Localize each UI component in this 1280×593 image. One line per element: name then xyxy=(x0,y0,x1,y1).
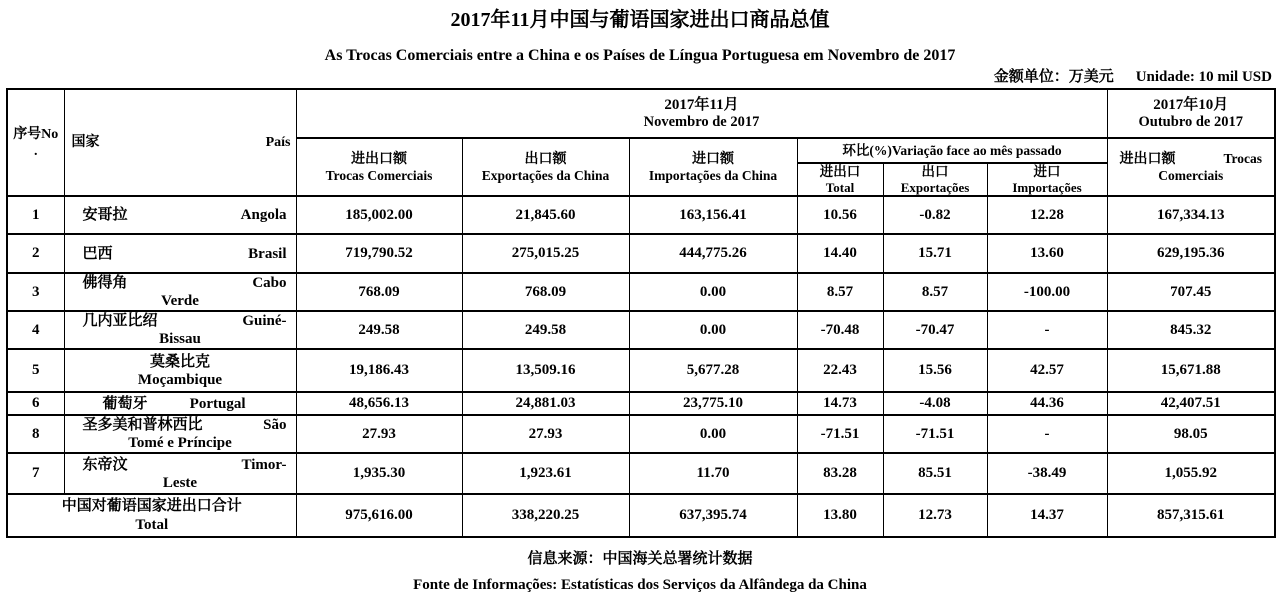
imports-value: 163,156.41 xyxy=(629,196,797,234)
mom-exports-value: -0.82 xyxy=(883,196,987,234)
trade-value: 768.09 xyxy=(296,273,462,311)
country-cell xyxy=(64,273,296,311)
total-label xyxy=(7,494,296,537)
country-name-zh: 佛得角 xyxy=(82,275,128,291)
mom-imports-value: 13.60 xyxy=(987,234,1107,273)
row-no: 4 xyxy=(7,311,64,349)
total-oct-trade-value: 857,315.61 xyxy=(1107,494,1275,537)
mom-imports-value: - xyxy=(987,311,1107,349)
mom-imports-value: 12.28 xyxy=(987,196,1107,234)
row-no: 7 xyxy=(7,453,64,494)
exports-value: 768.09 xyxy=(462,273,629,311)
unit-label-pt: Unidade: 10 mil USD xyxy=(1135,69,1272,85)
mom-exports-value: 15.71 xyxy=(883,234,987,273)
header-mom-imports xyxy=(987,163,1107,196)
header-no-line2: . xyxy=(34,143,38,159)
total-imports-value: 637,395.74 xyxy=(629,494,797,537)
header-mom-total-zh: 进出口 xyxy=(819,164,861,179)
header-mom-total xyxy=(797,163,883,196)
header-oct-trade-zh: 进出口额 xyxy=(1119,151,1176,167)
table-row xyxy=(7,415,1275,453)
country-name-zh: 莫桑比克 xyxy=(149,353,210,370)
table-row xyxy=(7,349,1275,392)
header-mom-group-label: 环比(%)Variação face ao mês passado xyxy=(842,142,1062,158)
row-no: 2 xyxy=(7,234,64,273)
header-no-line1: 序号No xyxy=(13,126,59,142)
exports-value: 24,881.03 xyxy=(462,392,629,415)
row-no: 1 xyxy=(7,196,64,234)
imports-value: 11.70 xyxy=(629,453,797,494)
header-imports-zh: 进口额 xyxy=(692,151,734,167)
total-exports-value: 338,220.25 xyxy=(462,494,629,537)
country-name-pt: Portugal xyxy=(189,395,246,412)
exports-value: 1,923.61 xyxy=(462,453,629,494)
row-no: 3 xyxy=(7,273,64,311)
total-label-pt: Total xyxy=(135,516,169,533)
imports-value: 0.00 xyxy=(629,415,797,453)
country-cell xyxy=(64,311,296,349)
country-name-pt2: Leste xyxy=(162,474,198,491)
mom-trade-value: 22.43 xyxy=(797,349,883,392)
country-cell xyxy=(64,234,296,273)
header-exports-pt: Exportações da China xyxy=(481,167,610,183)
mom-trade-value: -71.51 xyxy=(797,415,883,453)
country-name-zh: 安哥拉 xyxy=(82,207,128,223)
total-row xyxy=(7,494,1275,537)
country-name-zh: 东帝汶 xyxy=(82,456,128,473)
oct-trade-value: 167,334.13 xyxy=(1107,196,1275,234)
country-name-pt: São xyxy=(263,417,287,433)
country-name-zh: 葡萄牙 xyxy=(102,395,148,412)
header-mom-exports-pt: Exportações xyxy=(900,180,970,195)
header-oct-trade-pt2: Comerciais xyxy=(1158,167,1224,183)
mom-trade-value: 83.28 xyxy=(797,453,883,494)
page-title-pt: As Trocas Comerciais entre a China e os Países de Língua Portuguesa em Novembro de 2017 xyxy=(324,47,956,64)
mom-imports-value: -100.00 xyxy=(987,273,1107,311)
total-mom-imports-value: 14.37 xyxy=(987,494,1107,537)
mom-imports-value: - xyxy=(987,415,1107,453)
header-mom-group xyxy=(797,138,1107,163)
header-trade-total xyxy=(296,138,462,196)
table-row xyxy=(7,234,1275,273)
trade-value: 1,935.30 xyxy=(296,453,462,494)
country-name-zh: 几内亚比绍 xyxy=(82,313,158,329)
mom-trade-value: 8.57 xyxy=(797,273,883,311)
header-mom-total-pt: Total xyxy=(825,180,855,195)
header-country xyxy=(64,89,296,196)
imports-value: 0.00 xyxy=(629,311,797,349)
oct-trade-value: 98.05 xyxy=(1107,415,1275,453)
source-note-zh: 信息来源：中国海关总署统计数据 xyxy=(527,551,753,567)
oct-trade-value: 15,671.88 xyxy=(1107,349,1275,392)
source-note-pt: Fonte de Informações: Estatísticas dos Serviços da Alfândega da China xyxy=(413,577,867,593)
header-imports xyxy=(629,138,797,196)
exports-value: 249.58 xyxy=(462,311,629,349)
country-name-pt: Cabo xyxy=(252,275,287,291)
total-mom-exports-value: 12.73 xyxy=(883,494,987,537)
country-name-pt2: Verde xyxy=(161,293,199,309)
mom-trade-value: -70.48 xyxy=(797,311,883,349)
trade-table xyxy=(6,88,1276,538)
header-oct-2017-zh: 2017年10月 xyxy=(1153,97,1229,113)
country-name-pt: Brasil xyxy=(248,245,287,262)
mom-trade-value: 10.56 xyxy=(797,196,883,234)
exports-value: 27.93 xyxy=(462,415,629,453)
header-oct-2017 xyxy=(1107,89,1275,138)
header-mom-exports xyxy=(883,163,987,196)
country-name-pt2: Bissau xyxy=(159,331,201,347)
country-name-pt: Angola xyxy=(240,207,287,223)
country-name-pt2: Tomé e Príncipe xyxy=(128,435,232,451)
oct-trade-value: 42,407.51 xyxy=(1107,392,1275,415)
table-row xyxy=(7,311,1275,349)
country-name-pt: Guiné- xyxy=(242,313,287,329)
exports-value: 21,845.60 xyxy=(462,196,629,234)
oct-trade-value: 629,195.36 xyxy=(1107,234,1275,273)
header-mom-imports-zh: 进口 xyxy=(1033,164,1061,179)
trade-value: 185,002.00 xyxy=(296,196,462,234)
header-nov-2017-zh: 2017年11月 xyxy=(664,97,739,113)
table-row xyxy=(7,392,1275,415)
header-oct-trade-pt1: Trocas xyxy=(1223,150,1263,166)
table-row xyxy=(7,196,1275,234)
header-trade-total-zh: 进出口额 xyxy=(351,151,407,167)
total-label-zh: 中国对葡语国家进出口合计 xyxy=(61,497,242,514)
imports-value: 5,677.28 xyxy=(629,349,797,392)
country-cell xyxy=(64,453,296,494)
row-no: 8 xyxy=(7,415,64,453)
country-cell xyxy=(64,392,296,415)
header-mom-exports-zh: 出口 xyxy=(921,164,949,179)
mom-trade-value: 14.73 xyxy=(797,392,883,415)
header-country-zh: 国家 xyxy=(71,135,100,150)
mom-exports-value: -71.51 xyxy=(883,415,987,453)
header-oct-2017-pt: Outubro de 2017 xyxy=(1138,114,1243,130)
table-row xyxy=(7,453,1275,494)
mom-exports-value: 8.57 xyxy=(883,273,987,311)
header-nov-2017-pt: Novembro de 2017 xyxy=(643,114,760,130)
mom-imports-value: -38.49 xyxy=(987,453,1107,494)
table-row xyxy=(7,273,1275,311)
header-country-pt: País xyxy=(265,135,291,150)
oct-trade-value: 1,055.92 xyxy=(1107,453,1275,494)
imports-value: 0.00 xyxy=(629,273,797,311)
oct-trade-value: 707.45 xyxy=(1107,273,1275,311)
header-oct-trade xyxy=(1107,138,1275,196)
oct-trade-value: 845.32 xyxy=(1107,311,1275,349)
imports-value: 23,775.10 xyxy=(629,392,797,415)
country-name-pt: Moçambique xyxy=(137,371,223,388)
mom-exports-value: -4.08 xyxy=(883,392,987,415)
header-no xyxy=(7,89,64,196)
total-trade-value: 975,616.00 xyxy=(296,494,462,537)
country-name-zh: 圣多美和普林西比 xyxy=(82,417,203,433)
total-mom-trade-value: 13.80 xyxy=(797,494,883,537)
exports-value: 275,015.25 xyxy=(462,234,629,273)
header-mom-imports-pt: Importações xyxy=(1012,180,1082,195)
mom-exports-value: -70.47 xyxy=(883,311,987,349)
header-exports xyxy=(462,138,629,196)
country-cell xyxy=(64,415,296,453)
trade-value: 19,186.43 xyxy=(296,349,462,392)
page-title-zh: 2017年11月中国与葡语国家进出口商品总值 xyxy=(450,9,830,31)
row-no: 5 xyxy=(7,349,64,392)
header-exports-zh: 出口额 xyxy=(524,151,567,167)
mom-imports-value: 42.57 xyxy=(987,349,1107,392)
country-name-zh: 巴西 xyxy=(82,245,113,262)
unit-label-zh: 金额单位：万美元 xyxy=(993,69,1114,85)
mom-imports-value: 44.36 xyxy=(987,392,1107,415)
header-imports-pt: Importações da China xyxy=(648,167,778,183)
unit-line xyxy=(0,68,1280,86)
mom-exports-value: 15.56 xyxy=(883,349,987,392)
exports-value: 13,509.16 xyxy=(462,349,629,392)
trade-value: 48,656.13 xyxy=(296,392,462,415)
trade-value: 719,790.52 xyxy=(296,234,462,273)
row-no: 6 xyxy=(7,392,64,415)
header-trade-total-pt: Trocas Comerciais xyxy=(325,167,433,183)
imports-value: 444,775.26 xyxy=(629,234,797,273)
mom-trade-value: 14.40 xyxy=(797,234,883,273)
header-nov-2017 xyxy=(296,89,1107,138)
trade-value: 27.93 xyxy=(296,415,462,453)
trade-value: 249.58 xyxy=(296,311,462,349)
country-name-pt: Timor- xyxy=(241,456,287,473)
mom-exports-value: 85.51 xyxy=(883,453,987,494)
country-cell xyxy=(64,349,296,392)
country-cell xyxy=(64,196,296,234)
